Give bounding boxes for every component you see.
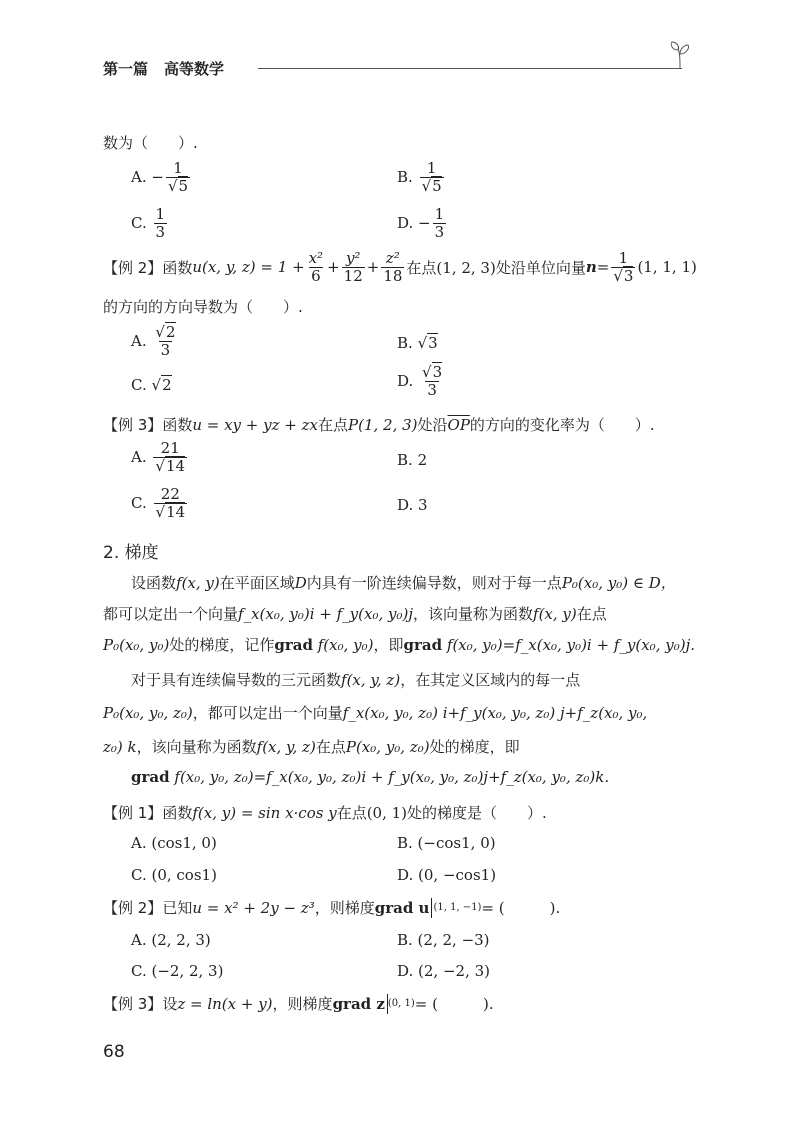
text: 对于具有连续偏导数的三元函数 [131, 671, 342, 689]
text: 在平面区域 [219, 574, 295, 592]
option-prefix: A. [131, 448, 147, 466]
grad-keyword: grad z [332, 994, 385, 1013]
numerator: 3 [432, 363, 443, 381]
fraction [381, 250, 404, 284]
paragraph-line [131, 669, 580, 690]
example-text: ，则梯度 [314, 899, 375, 917]
text: 都可以定出一个向量 [103, 605, 239, 623]
function-expression: z = ln(x + y) [177, 994, 273, 1013]
section-heading: 2. 梯度 [103, 543, 159, 563]
option-a [131, 160, 192, 194]
option-a [131, 324, 180, 358]
numerator: 2 [165, 323, 176, 341]
text: 处的梯度，即 [429, 738, 520, 756]
numerator: 1 [426, 159, 437, 177]
option-d [397, 206, 448, 240]
text: ，都可以定出一个向量 [192, 704, 343, 722]
numerator: 1 [618, 249, 629, 267]
grad-keyword: grad [403, 636, 443, 654]
denominator: 6 [311, 266, 321, 285]
option-value: 2 [417, 451, 428, 469]
gradient-example-2-stem [103, 897, 560, 918]
radicand: 3 [428, 334, 438, 352]
denominator: 3 [623, 266, 634, 285]
example-text: = ( ). [414, 995, 494, 1013]
option-prefix: A. [131, 332, 147, 350]
denominator: 3 [155, 222, 166, 241]
fraction [307, 250, 325, 284]
math: z₀) k [103, 738, 137, 756]
example-text: 函数 [162, 258, 193, 277]
page-number: 68 [103, 1042, 125, 1062]
option-prefix: D. [397, 372, 414, 390]
example-label: 【例 3】 [103, 995, 163, 1013]
example-label: 【例 3】 [103, 416, 163, 434]
example-text: 函数 [162, 804, 193, 822]
example-text: ，则梯度 [272, 995, 333, 1013]
denominator: 5 [432, 176, 442, 195]
vector-op: $\overline{OP}$ [447, 415, 470, 434]
fraction: $\frac{1}{√5}$ [421, 159, 442, 195]
text: 在点 [315, 738, 346, 756]
function-expression: f(x, y) = sin x·cos y [192, 803, 337, 822]
example-text: 的方向的变化率为（ ）. [469, 416, 655, 434]
gradient-formula [131, 768, 609, 786]
option-a: A. (2, 2, 3) [131, 931, 211, 949]
denominator: 14 [165, 456, 186, 475]
example-3-stem [103, 414, 655, 435]
text: 处的梯度，记作 [169, 636, 275, 654]
option-prefix: C. [131, 494, 147, 512]
grad-keyword: grad u [374, 898, 430, 917]
option-d [397, 364, 446, 398]
numerator: y² [345, 249, 361, 267]
example-text: 在点(1, 2, 3)处沿单位向量 [406, 258, 586, 277]
numerator: x² [308, 249, 324, 267]
text: ，该向量称为函数 [136, 738, 257, 756]
numerator: 21 [160, 439, 180, 457]
math: f(x, y) [176, 574, 220, 592]
option-a: A. (cos1, 0) [131, 834, 217, 852]
example-2-stem [103, 250, 697, 284]
numerator: 22 [160, 485, 180, 503]
option-prefix: C. [131, 214, 147, 232]
example-text: 已知 [162, 899, 193, 917]
fraction: $\frac{1}{√5}$ [167, 159, 189, 195]
denominator: 3 [160, 340, 171, 359]
denominator: 3 [427, 380, 437, 399]
math: f(x, y, z) [341, 671, 401, 689]
header-title: 高等数学 [164, 60, 225, 78]
option-c: C. √2 [131, 376, 172, 394]
paragraph-line [103, 702, 647, 723]
denominator: 18 [383, 266, 403, 285]
option-prefix: D. [397, 496, 414, 514]
example-text: 函数 [162, 416, 193, 434]
text: ，即 [373, 636, 404, 654]
text: 设函数 [131, 574, 177, 592]
math: f(x₀, y₀) [446, 636, 503, 654]
option-prefix: D. [397, 214, 414, 232]
header-rule [258, 68, 682, 69]
fraction [433, 206, 447, 240]
math: f(x₀, y₀) [317, 636, 374, 654]
header-part: 第一篇 [103, 60, 149, 78]
example-text: 设 [162, 995, 178, 1013]
option-b [397, 160, 446, 194]
fraction [342, 250, 365, 284]
vector-n: n [585, 258, 597, 276]
direction-vector: (1, 1, 1) [637, 258, 697, 276]
function-expression: u(x, y, z) = 1 + [192, 258, 305, 276]
gradient-example-3-stem [103, 993, 494, 1014]
function-expression: u = xy + yz + zx [192, 415, 318, 434]
text: 在点 [576, 605, 607, 623]
text: ，该向量称为函数 [413, 605, 534, 623]
example-label: 【例 2】 [103, 899, 163, 917]
function-expression: u = x² + 2y − z³ [192, 898, 315, 917]
option-prefix: B. [397, 168, 413, 186]
example-2-line2: 的方向的方向导数为（ ）. [103, 298, 303, 316]
math: f(x₀, y₀, z₀) [174, 768, 254, 786]
option-prefix: A. [131, 168, 147, 186]
example-text: 在点(0, 1)处的梯度是（ ）. [336, 804, 547, 822]
option-a [131, 440, 189, 474]
grad-keyword: grad [274, 636, 313, 654]
plus-sign: + [366, 258, 380, 276]
fraction [154, 206, 168, 240]
math: P₀(x₀, y₀) [103, 636, 170, 654]
math: =f_x(x₀, y₀)i + f_y(x₀, y₀)j. [502, 636, 695, 654]
denominator: 3 [434, 222, 445, 241]
radicand: 2 [162, 376, 172, 394]
fraction: $\frac{22}{√14}$ [155, 485, 186, 521]
option-d [397, 496, 428, 514]
option-b: B. (−cos1, 0) [397, 834, 496, 852]
example-text: = ( ). [481, 899, 561, 917]
evaluation-point: (0, 1) [387, 998, 415, 1009]
math: D [294, 574, 307, 592]
fraction: $\frac{√2}{3}$ [155, 323, 176, 359]
leaf-icon [668, 40, 694, 70]
numerator: 1 [173, 159, 183, 177]
fraction: $\frac{1}{√3}$ [613, 249, 634, 285]
option-value: 3 [418, 496, 428, 514]
point: P(1, 2, 3) [348, 415, 418, 434]
equals-sign: = [596, 258, 610, 276]
fraction: $\frac{21}{√14}$ [155, 439, 186, 475]
numerator: 1 [434, 205, 445, 223]
paragraph-line [103, 603, 607, 624]
math: P₀(x₀, y₀, z₀) [103, 704, 193, 722]
math: P(x₀, y₀, z₀) [345, 738, 430, 756]
math: =f_x(x₀, y₀, z₀)i + f_y(x₀, y₀, z₀)j+f_z(x₀, y₀, z₀)k. [253, 768, 610, 786]
option-b: B. √3 [397, 334, 438, 352]
grad-keyword: grad [131, 768, 170, 786]
denominator: 12 [343, 266, 363, 285]
option-c [131, 486, 189, 520]
math: f(x, y, z) [256, 738, 316, 756]
example-text: 在点 [317, 416, 348, 434]
example-label: 【例 2】 [103, 258, 163, 277]
option-b: B. (2, 2, −3) [397, 931, 490, 949]
option-prefix: C. [131, 376, 147, 394]
example-text: 处沿 [417, 416, 448, 434]
numerator: 1 [155, 205, 166, 223]
question-continuation: 数为（ ）. [103, 134, 198, 152]
denominator: 14 [166, 502, 186, 521]
math: P₀(x₀, y₀) ∈ D， [561, 574, 676, 592]
plus-sign: + [327, 258, 340, 276]
gradient-example-1-stem [103, 802, 547, 823]
example-label: 【例 1】 [103, 804, 163, 822]
option-c: C. (−2, 2, 3) [131, 962, 224, 980]
math: f_x(x₀, y₀)i + f_y(x₀, y₀)j [238, 605, 414, 623]
text: ，在其定义区域内的每一点 [400, 671, 581, 689]
minus-sign: − [151, 168, 164, 186]
math: f(x, y) [533, 605, 577, 623]
minus-sign: − [418, 214, 431, 232]
option-b [397, 451, 427, 469]
paragraph-line [103, 634, 695, 655]
option-c [131, 206, 169, 240]
math: f_x(x₀, y₀, z₀) i+f_y(x₀, y₀, z₀) j+f_z(x₀, y₀, [342, 704, 648, 722]
option-c: C. (0, cos1) [131, 866, 217, 884]
option-d: D. (0, −cos1) [397, 866, 497, 884]
running-header [103, 58, 224, 79]
text: 内具有一阶连续偏导数，则对于每一点 [306, 574, 562, 592]
paragraph-line [131, 572, 676, 593]
option-d: D. (2, −2, 3) [397, 962, 491, 980]
denominator: 5 [178, 176, 189, 195]
evaluation-point: (1, 1, −1) [433, 902, 482, 913]
fraction: $\frac{√3}{3}$ [422, 363, 443, 399]
paragraph-line [103, 736, 520, 757]
option-prefix: B. [397, 451, 413, 469]
option-prefix: B. [397, 334, 413, 352]
numerator: z² [385, 249, 400, 267]
